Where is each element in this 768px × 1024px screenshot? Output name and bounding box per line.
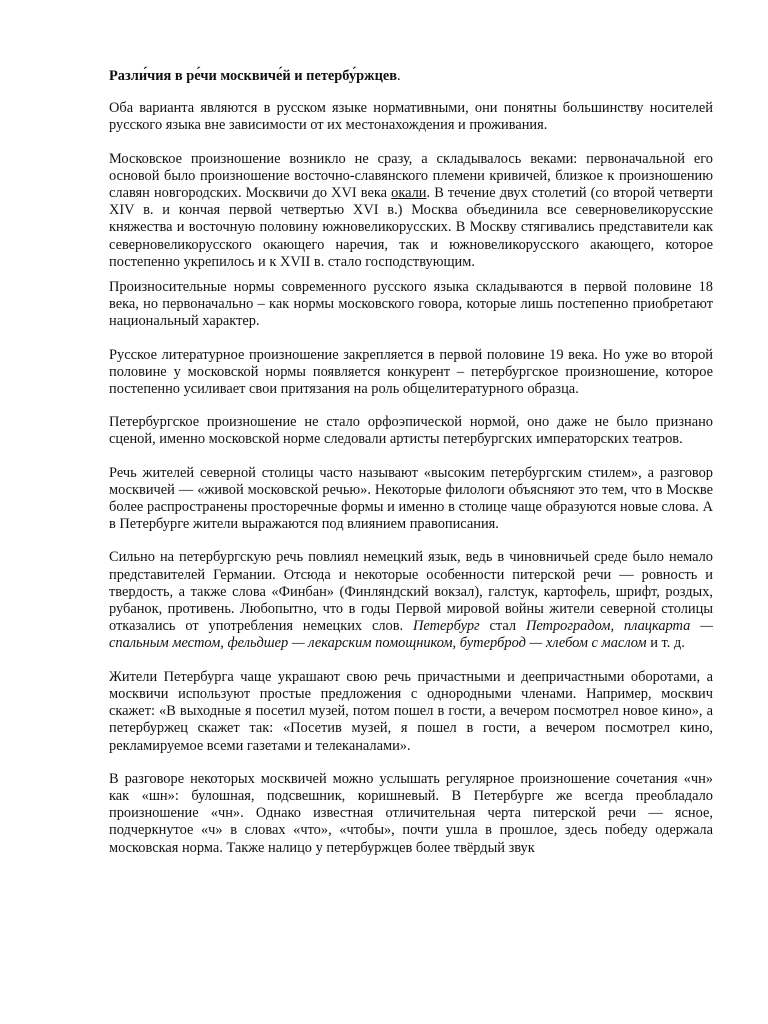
paragraph-7-italic-2: Петроградом, плацкарта — спальным местом, фельдшер — лекарским помощником, бутерброд — хлебом с маслом <box>109 618 713 652</box>
paragraph-7-part-b: стал <box>479 618 526 635</box>
document-title: Разли́чия в ре́чи москвиче́й и петербу́ржцев <box>109 68 398 84</box>
paragraph-1: Оба варианта являются в русском языке нормативными, они понятны большинству носителей русского языка вне зависимости от их местонахождения и проживания. <box>109 100 713 134</box>
okali-link[interactable]: окали <box>391 185 427 202</box>
paragraph-7 <box>109 549 713 652</box>
paragraph-7-part-c: и т. д. <box>646 635 685 652</box>
document-title-line <box>109 64 713 85</box>
paragraph-4: Русское литературное произношение закрепляется в первой половине 19 века. Но уже во второй половине у московской нормы появляется конкурент – петербургское произношение, которое постепенно усиливает свои притязания на роль общелитературного образца. <box>109 346 713 398</box>
paragraph-2-part-a: Московское произношение возникло не сразу, а складывалось веками: первоначальной его основой было произношение восточно-славянского племени кривичей, близкое к произношению славян новгородских. Москвичи до XVI века <box>109 150 713 202</box>
paragraph-6: Речь жителей северной столицы часто называют «высоким петербургским стилем», а разговор москвичей — «живой московской речью». Некоторые филологи объясняют это тем, что в Москве более распространены просторечные формы и именно в столице чаще образуются новые слова. А в Петербурге жители выражаются под влиянием правописания. <box>109 464 713 533</box>
paragraph-2-part-b: . В течение двух столетий (со второй четверти XIV в. и кончая первой четвертью XVI в.) Москва объединила все северновеликорусские княжества и восточную половину южновеликорусских. В Москву стягивались представители как северновеликорусского окающего наречия, так и южновеликорусского акающего, которое постепенно укрепилось и к XVII в. стало господствующим. <box>109 185 713 270</box>
paragraph-9: В разговоре некоторых москвичей можно услышать регулярное произношение сочетания «чн» как «шн»: булошная, подсвешник, коришневый. В Петербурге же всегда преобладало произношение «чн». Однако известная отличительная черта питерской речи — ясное, подчеркнутое «ч» в словах «что», «чтобы», почти ушла в прошлое, здесь победу одержала московская норма. Также налицо у петербуржцев более твёрдый звук <box>109 770 713 856</box>
paragraph-5: Петербургское произношение не стало орфоэпической нормой, оно даже не было признано сценой, именно московской норме следовали артисты петербургских императорских театров. <box>109 414 713 448</box>
paragraph-7-part-a: Сильно на петербургскую речь повлиял немецкий язык, ведь в чиновничьей среде было немало представителей Германии. Отсюда и некоторые особенности питерской речи — ровность и твердость, а также слова «Финбан» (Финляндский вокзал), галстук, картофель, шрифт, роздых, рубанок, противень. Любопытно, что в годы Первой мировой войны жители северной столицы отказались от употребления немецких слов. <box>109 549 713 635</box>
paragraph-2 <box>109 151 713 271</box>
title-period: . <box>397 68 401 84</box>
paragraph-7-italic-1: Петербург <box>413 618 480 635</box>
paragraph-8: Жители Петербурга чаще украшают свою речь причастными и деепричастными оборотами, а москвичи используют простые предложения с однородными членами. Например, москвич скажет: «В выходные я посетил музей, потом пошел в гости, а вечером посмотрел новое кино», а петербуржец скажет так: «Посетив музей, я пошел в гости, а вечером посмотрел кино, рекламируемое всеми газетами и телеканалами». <box>109 668 713 754</box>
paragraph-3: Произносительные нормы современного русского языка складываются в первой половине 18 века, но первоначально – как нормы московского говора, которые лишь постепенно приобретают национальный характер. <box>109 279 713 330</box>
document-page <box>109 64 713 873</box>
